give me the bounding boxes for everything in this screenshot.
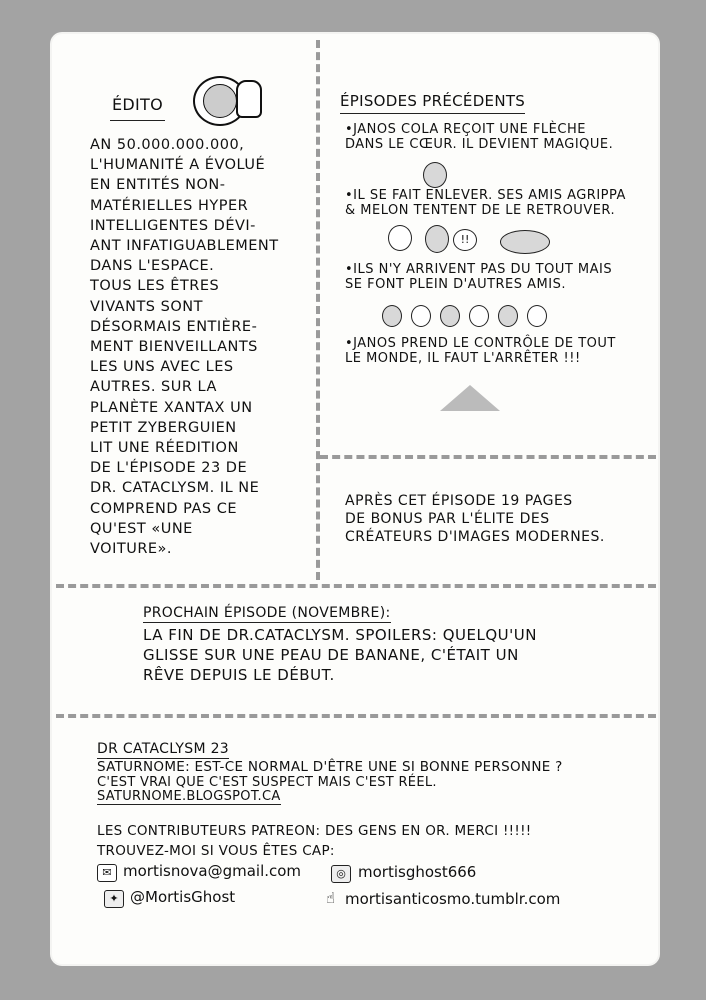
janos-doodle-icon <box>423 162 447 188</box>
captured-doodle-icon <box>500 230 550 254</box>
edito-line: DÉSORMAIS ENTIÈRE- <box>90 318 258 335</box>
previous-item-line: •IL SE FAIT ENLEVER. SES AMIS AGRIPPA <box>345 188 626 203</box>
previous-item-line: SE FONT PLEIN D'AUTRES AMIS. <box>345 277 566 292</box>
instagram-link[interactable]: mortisghost666 <box>358 863 477 881</box>
instagram-icon: ◎ <box>331 865 351 883</box>
previous-item-line: •JANOS PREND LE CONTRÔLE DE TOUT <box>345 336 616 351</box>
twitter-link[interactable]: @MortisGhost <box>130 888 236 906</box>
next-line: LA FIN DE DR.CATACLYSM. SPOILERS: QUELQU'UN <box>143 626 537 644</box>
mail-icon: ✉ <box>97 864 117 882</box>
bonus-line: DE BONUS PAR L'ÉLITE DES <box>345 511 550 527</box>
credits-title: DR CATACLYSM 23 <box>97 741 230 757</box>
edito-line: AUTRES. SUR LA <box>90 379 217 396</box>
edito-line: L'HUMANITÉ A ÉVOLUÉ <box>90 157 266 174</box>
speech-bubble: !! <box>453 229 477 251</box>
next-line: GLISSE SUR UNE PEAU DE BANANE, C'ÉTAIT UN <box>143 646 519 664</box>
tumblr-link[interactable]: mortisanticosmo.tumblr.com <box>345 890 561 908</box>
previous-item-line: DANS LE CŒUR. IL DEVIENT MAGIQUE. <box>345 137 614 152</box>
melon-doodle-icon <box>425 225 449 253</box>
friend-doodle-icon <box>527 305 547 327</box>
dagger-icon <box>440 385 500 411</box>
saturnome-link[interactable]: SATURNOME.BLOGSPOT.CA <box>97 789 281 804</box>
twitter-icon: ✦ <box>104 890 124 908</box>
edito-line: VIVANTS SONT <box>90 298 203 315</box>
edito-line: PLANÈTE XANTAX UN <box>90 399 253 416</box>
previous-item-line: •ILS N'Y ARRIVENT PAS DU TOUT MAIS <box>345 262 613 277</box>
edito-line: AN 50.000.000.000, <box>90 137 245 153</box>
edito-line: INTELLIGENTES DÉVI- <box>90 217 256 234</box>
edito-line: QU'EST «UNE <box>90 520 193 537</box>
waving-hand-icon <box>236 80 262 118</box>
edito-line: DE L'ÉPISODE 23 DE <box>90 460 248 477</box>
previous-item-line: & MELON TENTENT DE LE RETROUVER. <box>345 203 616 218</box>
edito-line: MENT BIENVEILLANTS <box>90 339 258 355</box>
edito-line: PETIT ZYBERGUIEN <box>90 419 237 436</box>
friend-doodle-icon <box>469 305 489 327</box>
edito-line: DANS L'ESPACE. <box>90 258 215 275</box>
divider-vertical <box>316 40 320 580</box>
find-me: TROUVEZ-MOI SI VOUS ÊTES CAP: <box>97 843 335 859</box>
edito-line: DR. CATACLYSM. IL NE <box>90 480 260 497</box>
email-link[interactable]: mortisnova@gmail.com <box>123 862 302 880</box>
previous-item-line: •JANOS COLA REÇOIT UNE FLÈCHE <box>345 122 586 137</box>
edito-line: LIT UNE RÉEDITION <box>90 440 239 456</box>
tumblr-hand-icon: ☝ <box>326 889 336 907</box>
divider-1 <box>56 584 656 588</box>
next-title: PROCHAIN ÉPISODE (NOVEMBRE): <box>143 605 391 621</box>
friend-doodle-icon <box>411 305 431 327</box>
previous-title: ÉPISODES PRÉCÉDENTS <box>340 92 525 114</box>
edito-line: VOITURE». <box>90 541 173 557</box>
edito-line: LES UNS AVEC LES <box>90 359 234 376</box>
edito-title: ÉDITO <box>110 96 165 121</box>
bonus-line: CRÉATEURS D'IMAGES MODERNES. <box>345 529 605 545</box>
credits-line-2: C'EST VRAI QUE C'EST SUSPECT MAIS C'EST RÉEL. <box>97 775 437 790</box>
edito-line: COMPREND PAS CE <box>90 500 237 517</box>
patreon-thanks: LES CONTRIBUTEURS PATREON: DES GENS EN OR. MERCI !!!!! <box>97 823 532 839</box>
edito-line: MATÉRIELLES HYPER <box>90 197 249 214</box>
friend-doodle-icon <box>382 305 402 327</box>
credits-line-1: SATURNOME: EST-CE NORMAL D'ÊTRE UNE SI BONNE PERSONNE ? <box>97 759 563 775</box>
edito-line: EN ENTITÉS NON- <box>90 177 226 194</box>
next-line: RÊVE DEPUIS LE DÉBUT. <box>143 666 335 684</box>
divider-2 <box>56 714 656 718</box>
edito-line: ANT INFATIGUABLEMENT <box>90 238 279 254</box>
friend-doodle-icon <box>498 305 518 327</box>
agrippa-doodle-icon <box>388 225 412 251</box>
edito-line: TOUS LES ÊTRES <box>90 278 220 295</box>
previous-item-line: LE MONDE, IL FAUT L'ARRÊTER !!! <box>345 351 581 366</box>
friend-doodle-icon <box>440 305 460 327</box>
divider-right <box>320 455 656 459</box>
bonus-line: APRÈS CET ÉPISODE 19 PAGES <box>345 493 573 509</box>
